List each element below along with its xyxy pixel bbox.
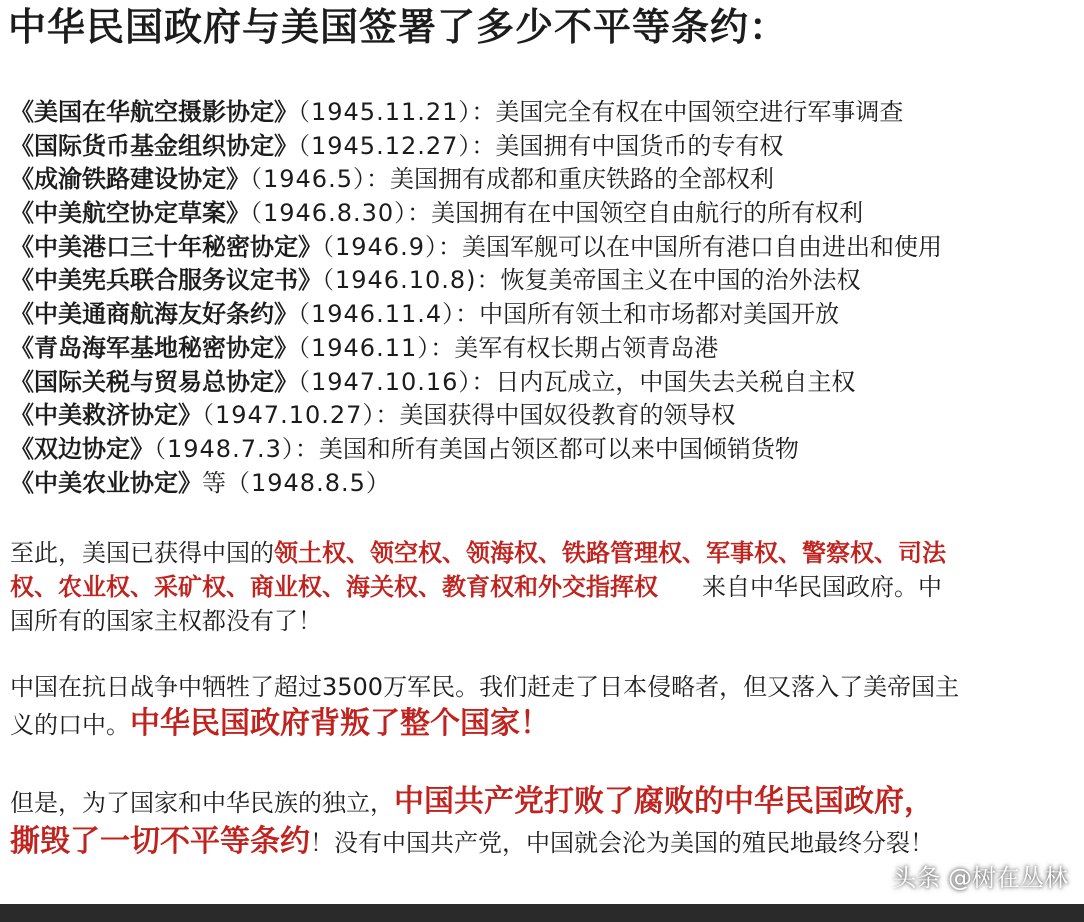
treaty-date: （1946.9） <box>322 232 438 261</box>
treaty-list <box>10 96 1084 500</box>
treaty-row <box>10 467 1084 501</box>
watermark: 头条 @树在丛林 <box>892 864 1068 892</box>
treaty-row <box>10 96 1084 130</box>
bottom-bar <box>0 904 1084 922</box>
paragraph-text: 中国在抗日战争中牺牲了超过3500万军民。我们赶走了日本侵略者，但又落入了美帝国主 <box>10 673 960 701</box>
treaty-date: （1946.5） <box>250 165 366 194</box>
highlight-text: 权、农业权、采矿权、商业权、海关权、教育权和外交指挥权 <box>10 573 658 601</box>
treaty-row <box>10 163 1084 197</box>
treaty-name: 《成渝铁路建设协定》 <box>10 165 250 194</box>
paragraph-text: 至此，美国已获得中国的 <box>10 539 274 567</box>
treaty-date: （1946.11） <box>298 333 431 362</box>
treaty-suffix: 等 <box>202 468 226 497</box>
treaty-name: 《国际关税与贸易总协定》 <box>10 367 298 396</box>
treaty-row <box>10 399 1084 433</box>
treaty-row <box>10 332 1084 366</box>
paragraph-line <box>10 670 1084 704</box>
treaty-description: ：美国完全有权在中国领空进行军事调查 <box>471 98 904 126</box>
paragraph-line <box>10 604 1084 638</box>
treaty-date: （1946.11.4） <box>298 300 456 329</box>
paragraph-text: 但是，为了国家和中华民族的独立， <box>10 789 394 817</box>
highlight-text: 领土权、领空权、领海权、铁路管理权、军事权、警察权、司法 <box>274 539 946 567</box>
treaty-row <box>10 130 1084 164</box>
treaty-name: 《青岛海军基地秘密协定》 <box>10 333 298 362</box>
treaty-name: 《中美农业协定》 <box>10 468 202 497</box>
highlight-text: 中国共产党打败了腐败的中华民国政府， <box>394 784 934 819</box>
treaty-description: ：恢复美帝国主义在中国的治外法权 <box>476 266 861 295</box>
war-paragraph <box>10 670 1084 744</box>
treaty-date: （1947.10.27） <box>202 401 376 430</box>
sovereignty-paragraph <box>10 536 1084 638</box>
page-title: 中华民国政府与美国签署了多少不平等条约： <box>8 5 789 49</box>
treaty-name: 《中美港口三十年秘密协定》 <box>10 232 322 261</box>
treaty-row <box>10 433 1084 467</box>
treaty-name: 《双边协定》 <box>10 434 154 463</box>
treaty-description: ：美国拥有中国货币的专有权 <box>471 131 784 160</box>
treaty-description: ：美国和所有美国占领区都可以来中国倾销货物 <box>294 434 799 463</box>
treaty-date: （1945.11.21） <box>298 98 472 126</box>
paragraph-line <box>10 782 1084 822</box>
independence-paragraph <box>10 782 1084 862</box>
treaty-row <box>10 298 1084 332</box>
treaty-description: ：日内瓦成立，中国失去关税自主权 <box>471 367 856 396</box>
treaty-date: （1946.8.30） <box>250 199 408 228</box>
paragraph-text: 国所有的国家主权都没有了！ <box>10 607 322 635</box>
treaty-row <box>10 264 1084 298</box>
paragraph-text: 来自中华民国政府。中 <box>702 573 942 601</box>
paragraph-text: 义的口中。 <box>10 711 130 739</box>
treaty-date: （1945.12.27） <box>298 131 472 160</box>
treaty-name: 《中美救济协定》 <box>10 401 202 430</box>
treaty-name: 《国际货币基金组织协定》 <box>10 131 298 160</box>
treaty-name: 《中美通商航海友好条约》 <box>10 300 298 329</box>
treaty-description: ：美国军舰可以在中国所有港口自由进出和使用 <box>437 232 942 261</box>
treaty-description: ：美国拥有成都和重庆铁路的全部权利 <box>365 165 774 194</box>
treaty-description: ：美国获得中国奴役教育的领导权 <box>375 401 736 430</box>
treaty-description: ：美军有权长期占领青岛港 <box>430 333 719 362</box>
treaty-description: ：美国拥有在中国领空自由航行的所有权利 <box>407 199 864 228</box>
treaty-row <box>10 231 1084 265</box>
treaty-row <box>10 197 1084 231</box>
treaty-date: （1948.7.3） <box>154 434 295 463</box>
paragraph-line <box>10 704 1084 744</box>
paragraph-line <box>10 822 1084 862</box>
treaty-date: （1947.10.16） <box>298 367 472 396</box>
highlight-text: 撕毁了一切不平等条约 <box>10 824 310 859</box>
treaty-date: （1948.8.5） <box>226 468 391 497</box>
paragraph-line <box>10 570 1084 604</box>
treaty-row <box>10 366 1084 400</box>
treaty-name: 《中美宪兵联合服务议定书》 <box>10 266 322 295</box>
treaty-description: ：中国所有领土和市场都对美国开放 <box>455 300 840 329</box>
paragraph-text: ！没有中国共产党，中国就会沦为美国的殖民地最终分裂！ <box>310 829 934 857</box>
treaty-name: 《中美航空协定草案》 <box>10 199 250 228</box>
treaty-name: 《美国在华航空摄影协定》 <box>10 98 298 126</box>
paragraph-line <box>10 536 1084 570</box>
highlight-text: 中华民国政府背叛了整个国家！ <box>130 706 550 741</box>
treaty-date: （1946.10.8) <box>322 266 477 295</box>
